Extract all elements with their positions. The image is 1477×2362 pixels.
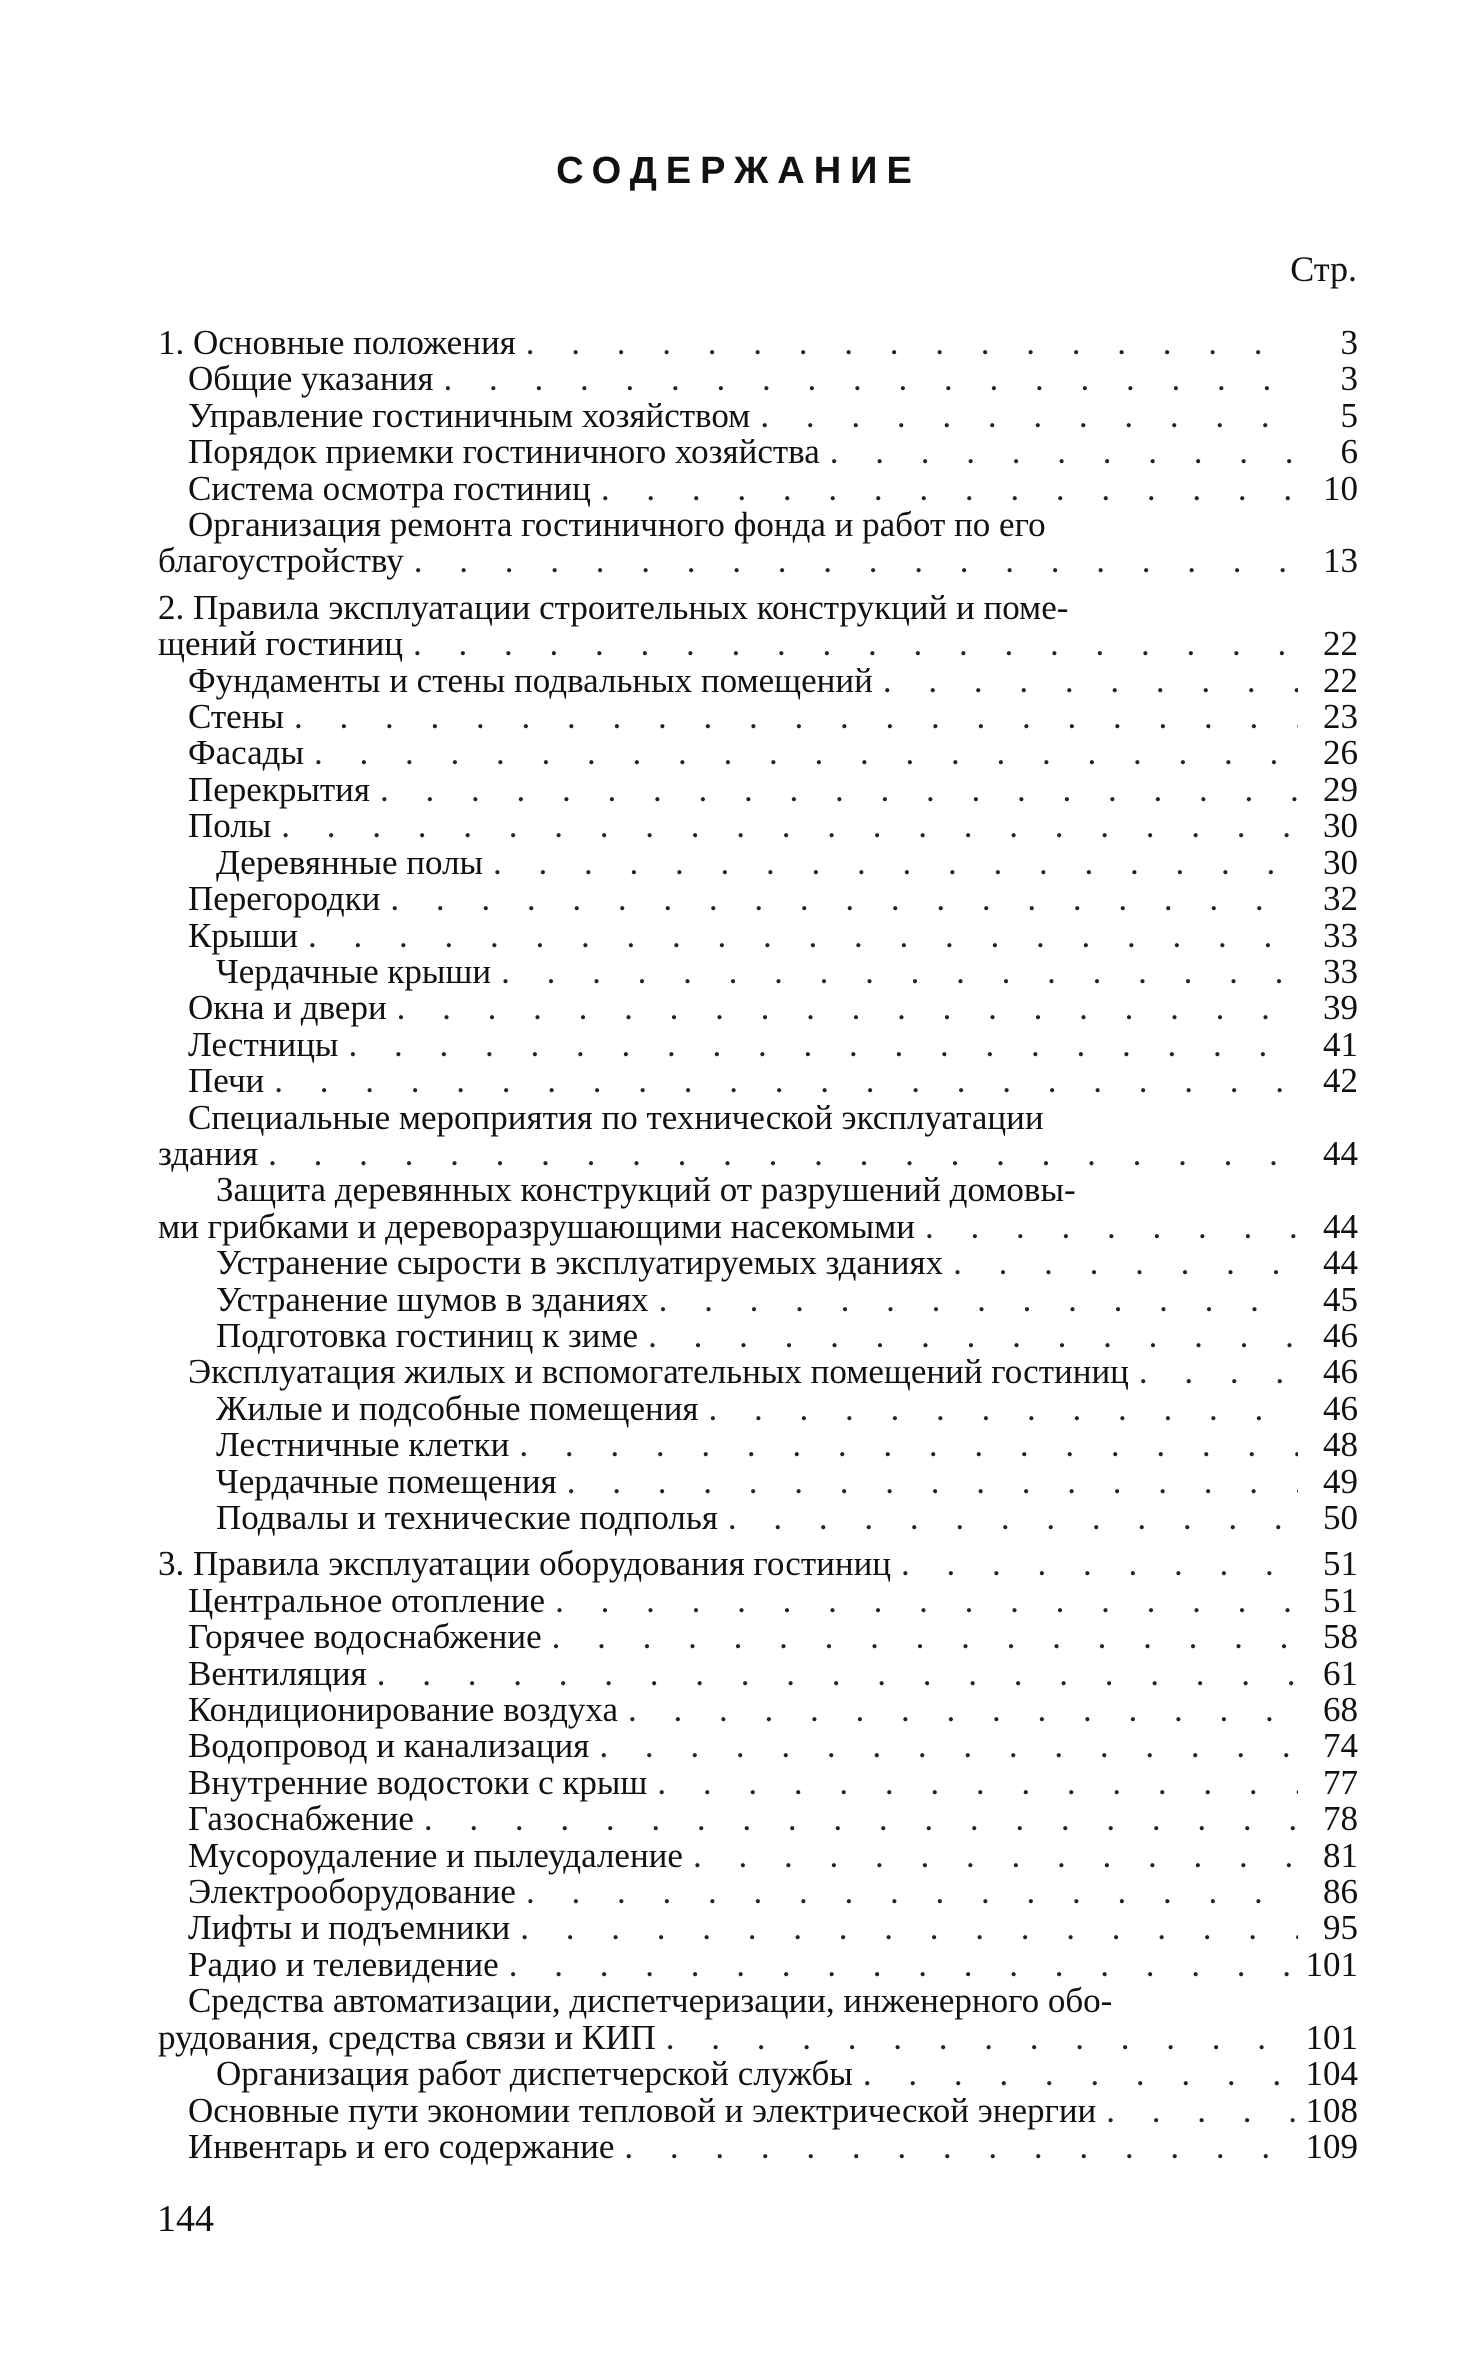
dot-leader — [380, 772, 1298, 808]
toc-entry — [158, 1172, 1358, 1245]
dot-leader — [281, 808, 1298, 844]
toc-entry — [158, 2056, 1358, 2092]
dot-leader — [268, 1136, 1298, 1172]
toc-entry-title: Лестницы — [188, 1024, 339, 1064]
toc-entry — [158, 1619, 1358, 1655]
toc-entry — [158, 1315, 1358, 1355]
dot-leader — [308, 918, 1298, 954]
toc-entry-title: Специальные мероприятия по технической эксплуатации — [188, 1097, 1044, 1137]
toc-entry-title: Мусороудаление и пылеудаление — [188, 1835, 683, 1875]
dot-leader — [659, 1282, 1298, 1318]
toc-entry-title: Горячее водоснабжение — [188, 1617, 542, 1657]
toc-entry-title: Чердачные помещения — [216, 1461, 557, 1501]
dot-leader — [294, 699, 1298, 735]
toc-page-number: 30 — [1323, 806, 1358, 846]
dot-leader — [624, 2129, 1298, 2165]
dot-leader — [424, 1801, 1298, 1837]
toc-entry-title: Подготовка гостиниц к зиме — [216, 1315, 639, 1355]
dot-leader — [901, 1546, 1298, 1582]
toc-page-number: 41 — [1323, 1024, 1358, 1064]
dot-leader — [414, 543, 1298, 579]
toc-page-number: 81 — [1323, 1835, 1358, 1875]
toc-entry — [158, 1910, 1358, 1946]
toc-entry-title: ми грибками и дереворазрушающими насекомыми — [158, 1206, 916, 1246]
dot-leader — [648, 1318, 1298, 1354]
toc-page-number: 22 — [1323, 624, 1358, 664]
dot-leader — [555, 1583, 1298, 1619]
toc-page-number: 77 — [1323, 1762, 1358, 1802]
toc-page-number: 42 — [1323, 1061, 1358, 1101]
toc-entry-title: Полы — [188, 806, 272, 846]
toc-page-number: 46 — [1323, 1352, 1358, 1392]
dot-leader — [709, 1391, 1298, 1427]
toc-entry — [158, 1388, 1358, 1428]
toc-entry — [158, 1546, 1358, 1582]
toc-entry-title: Окна и двери — [188, 988, 387, 1028]
dot-leader — [628, 1692, 1298, 1728]
toc-page-number: 39 — [1323, 988, 1358, 1028]
dot-leader — [390, 881, 1298, 917]
toc-entry — [158, 1801, 1358, 1837]
toc-entry — [158, 1354, 1358, 1390]
dot-leader — [552, 1619, 1298, 1655]
dot-leader — [397, 990, 1298, 1026]
toc-entry-title: Лестничные клетки — [216, 1425, 510, 1465]
toc-entry-title: Внутренние водостоки с крыш — [188, 1762, 648, 1802]
dot-leader — [519, 1427, 1298, 1463]
toc-entry — [158, 2126, 1358, 2166]
toc-entry — [158, 990, 1358, 1026]
toc-page-number: 46 — [1323, 1388, 1358, 1428]
toc-entry-title: Фасады — [188, 733, 305, 773]
dot-leader — [520, 1910, 1298, 1946]
toc-entry — [158, 915, 1358, 955]
toc-entry-title: Защита деревянных конструкций от разрушений домовы- — [216, 1170, 1076, 1210]
toc-entry-title: Водопровод и канализация — [188, 1726, 590, 1766]
toc-entry — [158, 1692, 1358, 1728]
toc-page-number: 61 — [1323, 1653, 1358, 1693]
toc-entry-title: Кондиционирование воздуха — [188, 1690, 618, 1730]
toc-page-number: 3 — [1340, 323, 1358, 362]
toc-page-number: 86 — [1323, 1872, 1358, 1912]
toc-entry-title: Центральное отопление — [188, 1580, 546, 1620]
toc-entry-title: Управление гостиничным хозяйством — [188, 395, 751, 435]
dot-leader — [953, 1245, 1298, 1281]
toc-entry — [158, 1983, 1358, 2056]
toc-entry — [158, 1728, 1358, 1764]
dot-leader — [443, 361, 1298, 397]
dot-leader — [1106, 2093, 1298, 2129]
table-of-contents — [158, 325, 1358, 2165]
toc-entry — [158, 507, 1358, 580]
toc-page-number: 33 — [1323, 951, 1358, 991]
dot-leader — [509, 1947, 1298, 1983]
toc-page-number: 74 — [1323, 1726, 1358, 1766]
toc-entry-title: Чердачные крыши — [216, 951, 492, 991]
toc-entry — [158, 1580, 1358, 1620]
toc-entry — [158, 1461, 1358, 1501]
toc-entry — [158, 1835, 1358, 1875]
toc-page-number: 33 — [1323, 915, 1358, 955]
toc-page-number: 109 — [1305, 2126, 1358, 2166]
toc-page-number: 95 — [1323, 1908, 1358, 1948]
toc-page-number: 6 — [1340, 432, 1358, 472]
toc-entry — [158, 1063, 1358, 1099]
toc-page-number: 44 — [1323, 1243, 1358, 1283]
dot-leader — [567, 1464, 1298, 1500]
toc-entry — [158, 735, 1358, 771]
toc-page-number: 101 — [1305, 2017, 1358, 2057]
dot-leader — [666, 2020, 1298, 2056]
toc-entry — [158, 660, 1358, 700]
toc-entry-title: благоустройству — [158, 541, 404, 581]
toc-entry — [158, 1279, 1358, 1319]
toc-entry-title: 2. Правила эксплуатации строительных конструкций и поме- — [158, 587, 1069, 627]
dot-leader — [526, 325, 1298, 361]
toc-page-number: 78 — [1323, 1799, 1358, 1839]
toc-page-number: 13 — [1323, 541, 1358, 581]
toc-page-number: 26 — [1323, 733, 1358, 773]
toc-entry-title: Крыши — [188, 915, 299, 955]
dot-leader — [501, 954, 1298, 990]
toc-entry-title: Деревянные полы — [216, 842, 484, 882]
toc-page-number: 51 — [1323, 1544, 1358, 1584]
toc-entry-title: Жилые и подсобные помещения — [216, 1388, 699, 1428]
toc-entry — [158, 1024, 1358, 1064]
dot-leader — [314, 735, 1298, 771]
dot-leader — [377, 1656, 1298, 1692]
toc-entry — [158, 1245, 1358, 1281]
toc-entry-title: Порядок приемки гостиничного хозяйства — [188, 432, 820, 472]
toc-entry-title: Электрооборудование — [188, 1872, 516, 1912]
toc-entry-title: Устранение сырости в эксплуатируемых зданиях — [216, 1243, 944, 1283]
toc-entry-title: Лифты и подъемники — [188, 1908, 511, 1948]
toc-page-number: 58 — [1323, 1617, 1358, 1657]
toc-page-number: 44 — [1323, 1206, 1358, 1246]
page-column-label: Стр. — [1290, 249, 1357, 289]
toc-entry-title: Перекрытия — [188, 769, 370, 809]
toc-entry — [158, 361, 1358, 397]
toc-entry — [158, 1097, 1358, 1173]
toc-entry-title: щений гостиниц — [158, 624, 404, 664]
toc-page-number: 108 — [1305, 2090, 1358, 2130]
toc-page-number: 68 — [1323, 1690, 1358, 1730]
dot-leader — [760, 398, 1298, 434]
toc-page-number: 10 — [1323, 468, 1358, 508]
dot-leader — [601, 471, 1298, 507]
toc-entry-title: Фундаменты и стены подвальных помещений — [188, 660, 873, 700]
toc-entry-title: Средства автоматизации, диспетчеризации, инженерного обо- — [188, 1981, 1113, 2021]
dot-leader — [599, 1728, 1298, 1764]
toc-entry-title: Основные пути экономии тепловой и электрической энергии — [188, 2090, 1097, 2130]
toc-page-number: 30 — [1323, 842, 1358, 882]
dot-leader — [1139, 1354, 1298, 1390]
toc-entry-title: здания — [158, 1133, 259, 1173]
dot-leader — [830, 434, 1298, 470]
toc-page-number: 46 — [1323, 1315, 1358, 1355]
toc-entry — [158, 1500, 1358, 1536]
toc-entry — [158, 468, 1358, 508]
toc-entry — [158, 1427, 1358, 1463]
toc-page-number: 29 — [1323, 769, 1358, 809]
toc-entry — [158, 587, 1358, 664]
toc-entry — [158, 699, 1358, 735]
dot-leader — [925, 1209, 1298, 1245]
toc-page-number: 22 — [1323, 660, 1358, 700]
dot-leader — [413, 626, 1298, 662]
toc-entry — [158, 881, 1358, 917]
toc-entry — [158, 951, 1358, 991]
toc-entry-title: Устранение шумов в зданиях — [216, 1279, 649, 1319]
toc-entry — [158, 842, 1358, 882]
toc-entry-title: Радио и телевидение — [188, 1944, 499, 1984]
toc-page-number: 5 — [1340, 395, 1358, 435]
toc-entry — [158, 1762, 1358, 1802]
dot-leader — [883, 663, 1298, 699]
toc-entry — [158, 434, 1358, 470]
toc-entry-title: 3. Правила эксплуатации оборудования гостиниц — [158, 1544, 892, 1584]
toc-entry — [158, 325, 1358, 361]
toc-entry — [158, 1653, 1358, 1693]
toc-entry-title: рудования, средства связи и КИП — [158, 2017, 656, 2057]
toc-entry — [158, 2090, 1358, 2130]
toc-page-number: 50 — [1323, 1498, 1358, 1537]
toc-page-number: 49 — [1323, 1461, 1358, 1501]
dot-leader — [348, 1027, 1298, 1063]
toc-page-number: 44 — [1323, 1133, 1358, 1173]
toc-entry — [158, 769, 1358, 809]
toc-entry-title: Система осмотра гостиниц — [188, 468, 591, 508]
dot-leader — [728, 1500, 1298, 1536]
toc-entry — [158, 395, 1358, 435]
page-number: 144 — [157, 2198, 214, 2240]
toc-entry — [158, 1874, 1358, 1910]
toc-page-number: 45 — [1323, 1279, 1358, 1319]
toc-entry-title: Эксплуатация жилых и вспомогательных помещений гостиниц — [188, 1352, 1129, 1392]
toc-entry-title: Подвалы и технические подполья — [216, 1498, 718, 1537]
dot-leader — [493, 845, 1298, 881]
toc-entry — [158, 1944, 1358, 1984]
toc-page-number: 3 — [1340, 359, 1358, 399]
toc-entry-title: Организация ремонта гостиничного фонда и работ по его — [188, 505, 1046, 545]
dot-leader — [863, 2056, 1298, 2092]
dot-leader — [526, 1874, 1298, 1910]
toc-entry-title: Вентиляция — [188, 1653, 367, 1693]
toc-entry-title: Организация работ диспетчерской службы — [216, 2054, 853, 2094]
toc-entry — [158, 808, 1358, 844]
toc-entry-title: Газоснабжение — [188, 1799, 414, 1839]
toc-page-number: 51 — [1323, 1580, 1358, 1620]
toc-page-number: 104 — [1305, 2054, 1358, 2094]
page-title: СОДЕРЖАНИЕ — [556, 150, 921, 192]
toc-entry-title: Инвентарь и его содержание — [188, 2126, 615, 2166]
dot-leader — [693, 1838, 1298, 1874]
toc-entry-title: Печи — [188, 1061, 265, 1101]
toc-entry-title: 1. Основные положения — [158, 323, 516, 362]
dot-leader — [274, 1063, 1298, 1099]
toc-page-number: 23 — [1323, 697, 1358, 737]
toc-page-number: 32 — [1323, 879, 1358, 919]
toc-entry-title: Общие указания — [188, 359, 434, 399]
toc-entry-title: Стены — [188, 697, 284, 737]
toc-page-number: 48 — [1323, 1425, 1358, 1465]
toc-page-number: 101 — [1305, 1944, 1358, 1984]
toc-entry-title: Перегородки — [188, 879, 381, 919]
dot-leader — [657, 1765, 1298, 1801]
